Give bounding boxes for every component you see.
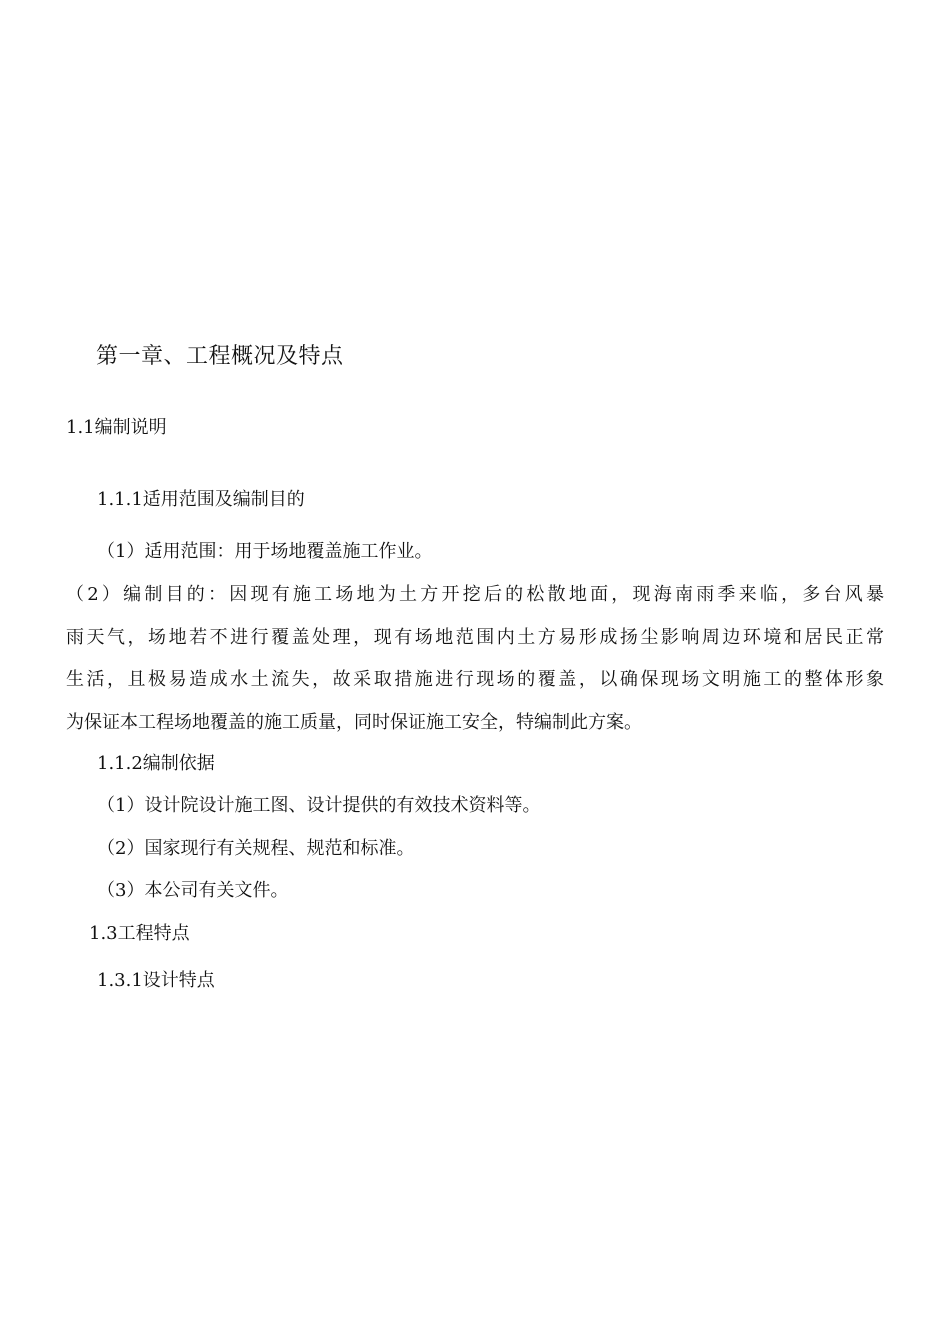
chapter-title: 第一章、工程概况及特点: [96, 344, 344, 369]
basis-item-3: （3）本公司有关文件。: [97, 880, 289, 901]
purpose-line-4: 为保证本工程场地覆盖的施工质量，同时保证施工安全，特编制此方案。: [66, 712, 642, 733]
section-heading-1-1: 1.1编制说明: [66, 417, 167, 438]
section-heading-1-3-1: 1.3.1设计特点: [97, 970, 215, 991]
section-heading-1-1-1: 1.1.1适用范围及编制目的: [97, 489, 305, 510]
basis-item-1: （1）设计院设计施工图、设计提供的有效技术资料等。: [97, 795, 541, 816]
purpose-line-3: 生活，且极易造成水土流失，故采取措施进行现场的覆盖，以确保现场文明施工的整体形象: [66, 669, 884, 690]
section-heading-1-3: 1.3工程特点: [89, 923, 190, 944]
purpose-line-1: （2）编制目的：因现有施工场地为土方开挖后的松散地面，现海南雨季来临，多台风暴: [66, 584, 884, 605]
scope-item: （1）适用范围：用于场地覆盖施工作业。: [97, 541, 433, 562]
basis-item-2: （2）国家现行有关规程、规范和标准。: [97, 838, 415, 859]
section-heading-1-1-2: 1.1.2编制依据: [97, 753, 215, 774]
purpose-line-2: 雨天气，场地若不进行覆盖处理，现有场地范围内土方易形成扬尘影响周边环境和居民正常: [66, 627, 884, 648]
